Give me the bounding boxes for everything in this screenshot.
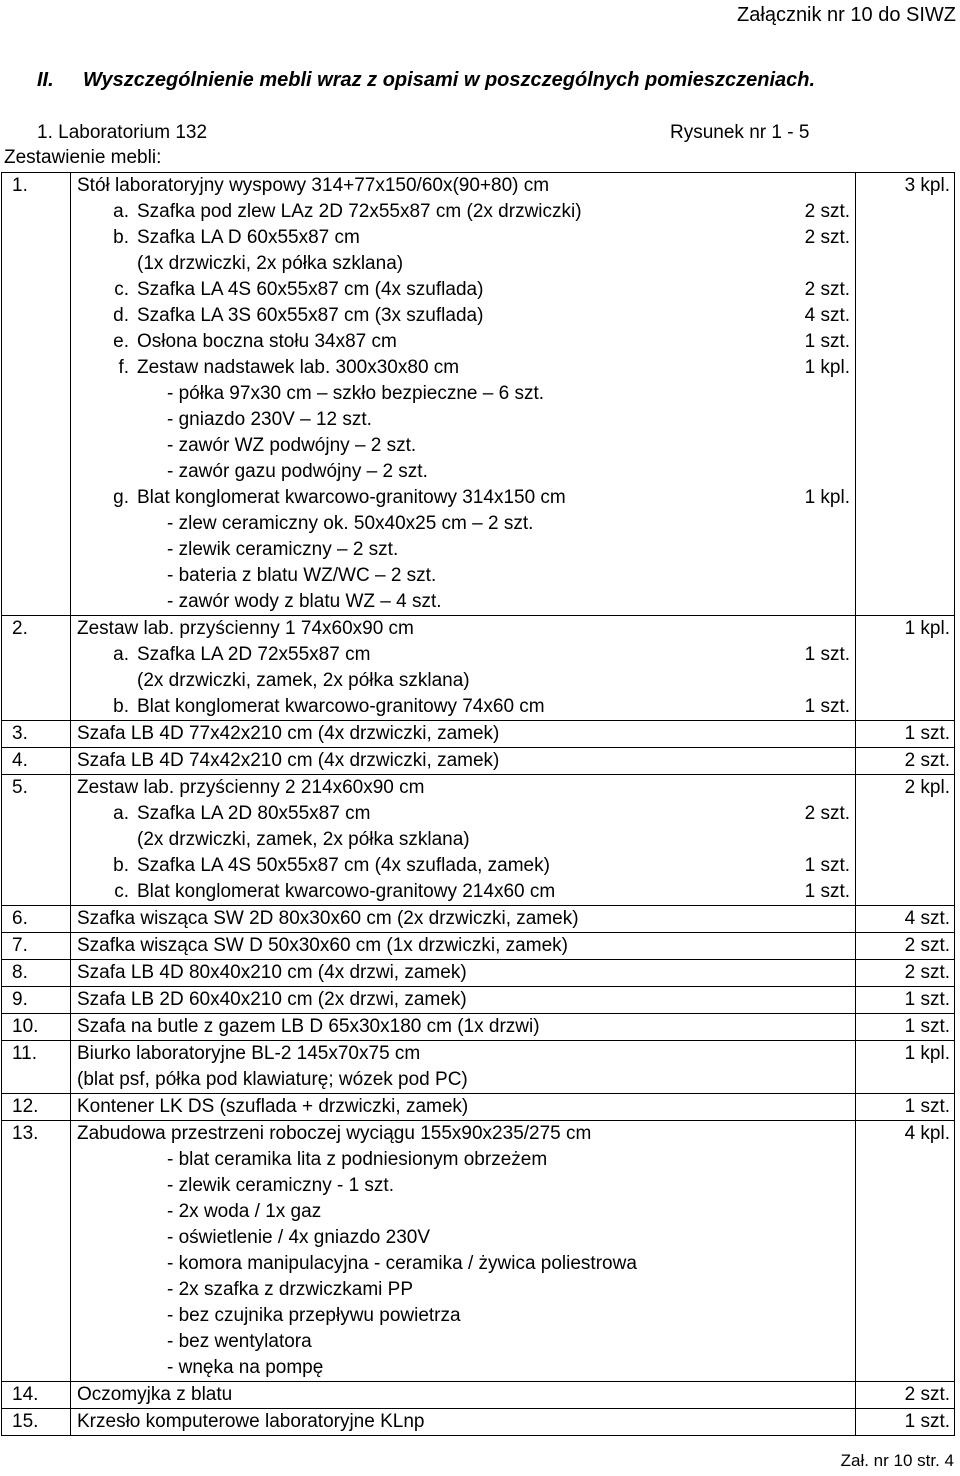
sub-letter: b. [113, 696, 129, 717]
line-text: Szafka LA 4S 50x55x87 cm (4x szuflada, zamek) [137, 855, 550, 876]
sub-letter: b. [113, 227, 129, 248]
item-description [71, 775, 856, 906]
description-line [77, 879, 855, 905]
description-line [77, 827, 855, 853]
description-line [77, 1355, 855, 1381]
lab-heading [37, 120, 837, 146]
description-line [77, 1382, 855, 1408]
item-description [71, 1409, 856, 1436]
sub-quantity: 1 kpl. [804, 487, 850, 508]
item-quantity: 2 szt. [856, 960, 955, 987]
item-number: 9. [2, 987, 71, 1014]
item-number: 2. [2, 616, 71, 721]
description-line [77, 1094, 855, 1120]
item-number: 3. [2, 721, 71, 748]
description-line [77, 906, 855, 932]
item-number: 1. [2, 173, 71, 616]
item-description [71, 960, 856, 987]
line-text: - półka 97x30 cm – szkło bezpieczne – 6 szt. [167, 383, 545, 404]
item-number: 11. [2, 1041, 71, 1094]
description-line [77, 511, 855, 537]
line-text: Blat konglomerat kwarcowo-granitowy 214x60 cm [137, 881, 556, 902]
description-line [77, 721, 855, 747]
sub-quantity: 1 szt. [804, 644, 850, 665]
line-text: - zawór gazu podwójny – 2 szt. [167, 461, 428, 482]
item-description [71, 1014, 856, 1041]
item-quantity: 1 szt. [856, 1409, 955, 1436]
section-number: II. [37, 69, 54, 91]
description-line [77, 329, 855, 355]
item-description [71, 1041, 856, 1094]
line-text: - wnęka na pompę [167, 1357, 324, 1378]
line-text: - blat ceramika lita z podniesionym obrzeżem [167, 1149, 548, 1170]
line-text: - bez czujnika przepływu powietrza [167, 1305, 461, 1326]
description-line [77, 1277, 855, 1303]
item-number: 7. [2, 933, 71, 960]
line-text: Szafka LA D 60x55x87 cm [137, 227, 360, 248]
sub-letter: a. [113, 803, 129, 824]
description-line [77, 987, 855, 1013]
description-line [77, 1199, 855, 1225]
table-row [2, 1014, 955, 1041]
description-line [77, 563, 855, 589]
item-quantity: 1 szt. [856, 1014, 955, 1041]
lab-title: 1. Laboratorium 132 [37, 122, 208, 143]
item-quantity: 2 kpl. [856, 775, 955, 906]
description-line [77, 537, 855, 563]
item-description [71, 1382, 856, 1409]
item-quantity: 1 szt. [856, 987, 955, 1014]
sub-letter: b. [113, 855, 129, 876]
list-heading: Zestawienie mebli: [4, 147, 162, 168]
item-number: 10. [2, 1014, 71, 1041]
table-row [2, 1382, 955, 1409]
line-text: Zestaw nadstawek lab. 300x30x80 cm [137, 357, 460, 378]
line-text: Szafa na butle z gazem LB D 65x30x180 cm (1x drzwi) [77, 1016, 540, 1037]
item-quantity: 2 szt. [856, 1382, 955, 1409]
attachment-label: Załącznik nr 10 do SIWZ [737, 4, 956, 26]
description-line [77, 355, 855, 381]
description-line [77, 1014, 855, 1040]
description-line [77, 1121, 855, 1147]
sub-letter: a. [113, 201, 129, 222]
description-line [77, 748, 855, 774]
description-line [77, 694, 855, 720]
item-quantity: 4 kpl. [856, 1121, 955, 1382]
table-row [2, 1409, 955, 1436]
item-description [71, 906, 856, 933]
sub-quantity: 2 szt. [804, 279, 850, 300]
sub-quantity: 1 szt. [804, 331, 850, 352]
line-text: - zlewik ceramiczny – 2 szt. [167, 539, 399, 560]
sub-letter: c. [114, 279, 129, 300]
line-text: Szafa LB 4D 80x40x210 cm (4x drzwi, zamek) [77, 962, 467, 983]
line-text: Krzesło komputerowe laboratoryjne KLnp [77, 1411, 425, 1432]
description-line [77, 433, 855, 459]
sub-quantity: 1 kpl. [804, 357, 850, 378]
sub-letter: c. [114, 881, 129, 902]
description-line [77, 642, 855, 668]
item-number: 6. [2, 906, 71, 933]
sub-quantity: 1 szt. [804, 881, 850, 902]
table-row [2, 1094, 955, 1121]
table-row [2, 775, 955, 906]
line-text: - zlew ceramiczny ok. 50x40x25 cm – 2 szt. [167, 513, 534, 534]
line-text: - zlewik ceramiczny - 1 szt. [167, 1175, 394, 1196]
item-number: 5. [2, 775, 71, 906]
line-text: Biurko laboratoryjne BL-2 145x70x75 cm [77, 1043, 421, 1064]
description-line [77, 173, 855, 199]
description-line [77, 853, 855, 879]
description-line [77, 459, 855, 485]
table-row [2, 173, 955, 616]
item-number: 13. [2, 1121, 71, 1382]
section-heading [37, 66, 815, 94]
description-line [77, 251, 855, 277]
description-line [77, 277, 855, 303]
table-row [2, 1121, 955, 1382]
item-quantity: 1 szt. [856, 1094, 955, 1121]
item-description [71, 616, 856, 721]
description-line [77, 407, 855, 433]
sub-letter: e. [113, 331, 129, 352]
description-line [77, 1041, 855, 1067]
line-text: Blat konglomerat kwarcowo-granitowy 314x150 cm [137, 487, 566, 508]
sub-quantity: 2 szt. [804, 227, 850, 248]
item-description [71, 721, 856, 748]
item-quantity: 3 kpl. [856, 173, 955, 616]
sub-letter: f. [118, 357, 129, 378]
item-number: 14. [2, 1382, 71, 1409]
table-row [2, 960, 955, 987]
description-line [77, 933, 855, 959]
section-title: Wyszczególnienie mebli wraz z opisami w poszczególnych pomieszczeniach. [83, 69, 816, 91]
line-text: Szafka wisząca SW 2D 80x30x60 cm (2x drzwiczki, zamek) [77, 908, 579, 929]
item-description [71, 987, 856, 1014]
description-line [77, 1173, 855, 1199]
description-line [77, 668, 855, 694]
item-description [71, 1121, 856, 1382]
line-text: Szafa LB 2D 60x40x210 cm (2x drzwi, zamek) [77, 989, 467, 1010]
line-text: Kontener LK DS (szuflada + drzwiczki, zamek) [77, 1096, 469, 1117]
line-text: (1x drzwiczki, 2x półka szklana) [137, 253, 404, 274]
line-text: Szafa LB 4D 77x42x210 cm (4x drzwiczki, zamek) [77, 723, 500, 744]
description-line [77, 1251, 855, 1277]
description-line [77, 775, 855, 801]
table-row [2, 616, 955, 721]
description-line [77, 1409, 855, 1435]
line-text: Blat konglomerat kwarcowo-granitowy 74x60 cm [137, 696, 545, 717]
sub-letter: d. [113, 305, 129, 326]
item-number: 8. [2, 960, 71, 987]
table-row [2, 748, 955, 775]
description-line [77, 1303, 855, 1329]
description-line [77, 960, 855, 986]
line-text: - oświetlenie / 4x gniazdo 230V [167, 1227, 430, 1248]
description-line [77, 303, 855, 329]
line-text: Osłona boczna stołu 34x87 cm [137, 331, 397, 352]
line-text: - bez wentylatora [167, 1331, 312, 1352]
description-line [77, 225, 855, 251]
drawing-reference: Rysunek nr 1 - 5 [670, 122, 810, 143]
sub-quantity: 4 szt. [804, 305, 850, 326]
line-text: (2x drzwiczki, zamek, 2x półka szklana) [137, 670, 470, 691]
sub-quantity: 1 szt. [804, 855, 850, 876]
line-text: Zabudowa przestrzeni roboczej wyciągu 155x90x235/275 cm [77, 1123, 592, 1144]
table-row [2, 1041, 955, 1094]
sub-quantity: 2 szt. [804, 803, 850, 824]
line-text: Szafa LB 4D 74x42x210 cm (4x drzwiczki, zamek) [77, 750, 500, 771]
table-row [2, 987, 955, 1014]
furniture-table [1, 172, 955, 1436]
line-text: - bateria z blatu WZ/WC – 2 szt. [167, 565, 437, 586]
line-text: Szafka LA 2D 72x55x87 cm [137, 644, 371, 665]
item-number: 12. [2, 1094, 71, 1121]
item-number: 15. [2, 1409, 71, 1436]
description-line [77, 801, 855, 827]
line-text: Szafka LA 4S 60x55x87 cm (4x szuflada) [137, 279, 484, 300]
line-text: Szafka LA 3S 60x55x87 cm (3x szuflada) [137, 305, 484, 326]
item-description [71, 1094, 856, 1121]
description-line [77, 589, 855, 615]
line-text: Szafka pod zlew LAz 2D 72x55x87 cm (2x drzwiczki) [137, 201, 582, 222]
sub-quantity: 1 szt. [804, 696, 850, 717]
line-text: (2x drzwiczki, zamek, 2x półka szklana) [137, 829, 470, 850]
item-quantity: 2 szt. [856, 933, 955, 960]
item-quantity: 1 szt. [856, 721, 955, 748]
table-row [2, 721, 955, 748]
item-quantity: 4 szt. [856, 906, 955, 933]
item-number: 4. [2, 748, 71, 775]
line-text: Szafka LA 2D 80x55x87 cm [137, 803, 371, 824]
line-text: Stół laboratoryjny wyspowy 314+77x150/60x(90+80) cm [77, 175, 550, 196]
table-row [2, 933, 955, 960]
sub-letter: g. [113, 487, 129, 508]
description-line [77, 1147, 855, 1173]
item-description [71, 173, 856, 616]
line-text: Szafka wisząca SW D 50x30x60 cm (1x drzwiczki, zamek) [77, 935, 568, 956]
description-line [77, 616, 855, 642]
line-text: - zawór WZ podwójny – 2 szt. [167, 435, 417, 456]
line-text: - gniazdo 230V – 12 szt. [167, 409, 372, 430]
item-description [71, 748, 856, 775]
item-quantity: 1 kpl. [856, 616, 955, 721]
line-text: - zawór wody z blatu WZ – 4 szt. [167, 591, 442, 612]
description-line [77, 199, 855, 225]
description-line [77, 381, 855, 407]
line-text: - 2x szafka z drzwiczkami PP [167, 1279, 413, 1300]
item-description [71, 933, 856, 960]
line-text: Zestaw lab. przyścienny 1 74x60x90 cm [77, 618, 414, 639]
line-text: (blat psf, półka pod klawiaturę; wózek pod PC) [77, 1069, 468, 1090]
table-row [2, 906, 955, 933]
sub-quantity: 2 szt. [804, 201, 850, 222]
sub-letter: a. [113, 644, 129, 665]
description-line [77, 1225, 855, 1251]
item-quantity: 1 kpl. [856, 1041, 955, 1094]
description-line [77, 1329, 855, 1355]
description-line [77, 1067, 855, 1093]
line-text: - komora manipulacyjna - ceramika / żywica poliestrowa [167, 1253, 637, 1274]
line-text: Oczomyjka z blatu [77, 1384, 233, 1405]
description-line [77, 485, 855, 511]
page-footer: Zał. nr 10 str. 4 [840, 1451, 954, 1470]
item-quantity: 2 szt. [856, 748, 955, 775]
line-text: Zestaw lab. przyścienny 2 214x60x90 cm [77, 777, 425, 798]
line-text: - 2x woda / 1x gaz [167, 1201, 322, 1222]
